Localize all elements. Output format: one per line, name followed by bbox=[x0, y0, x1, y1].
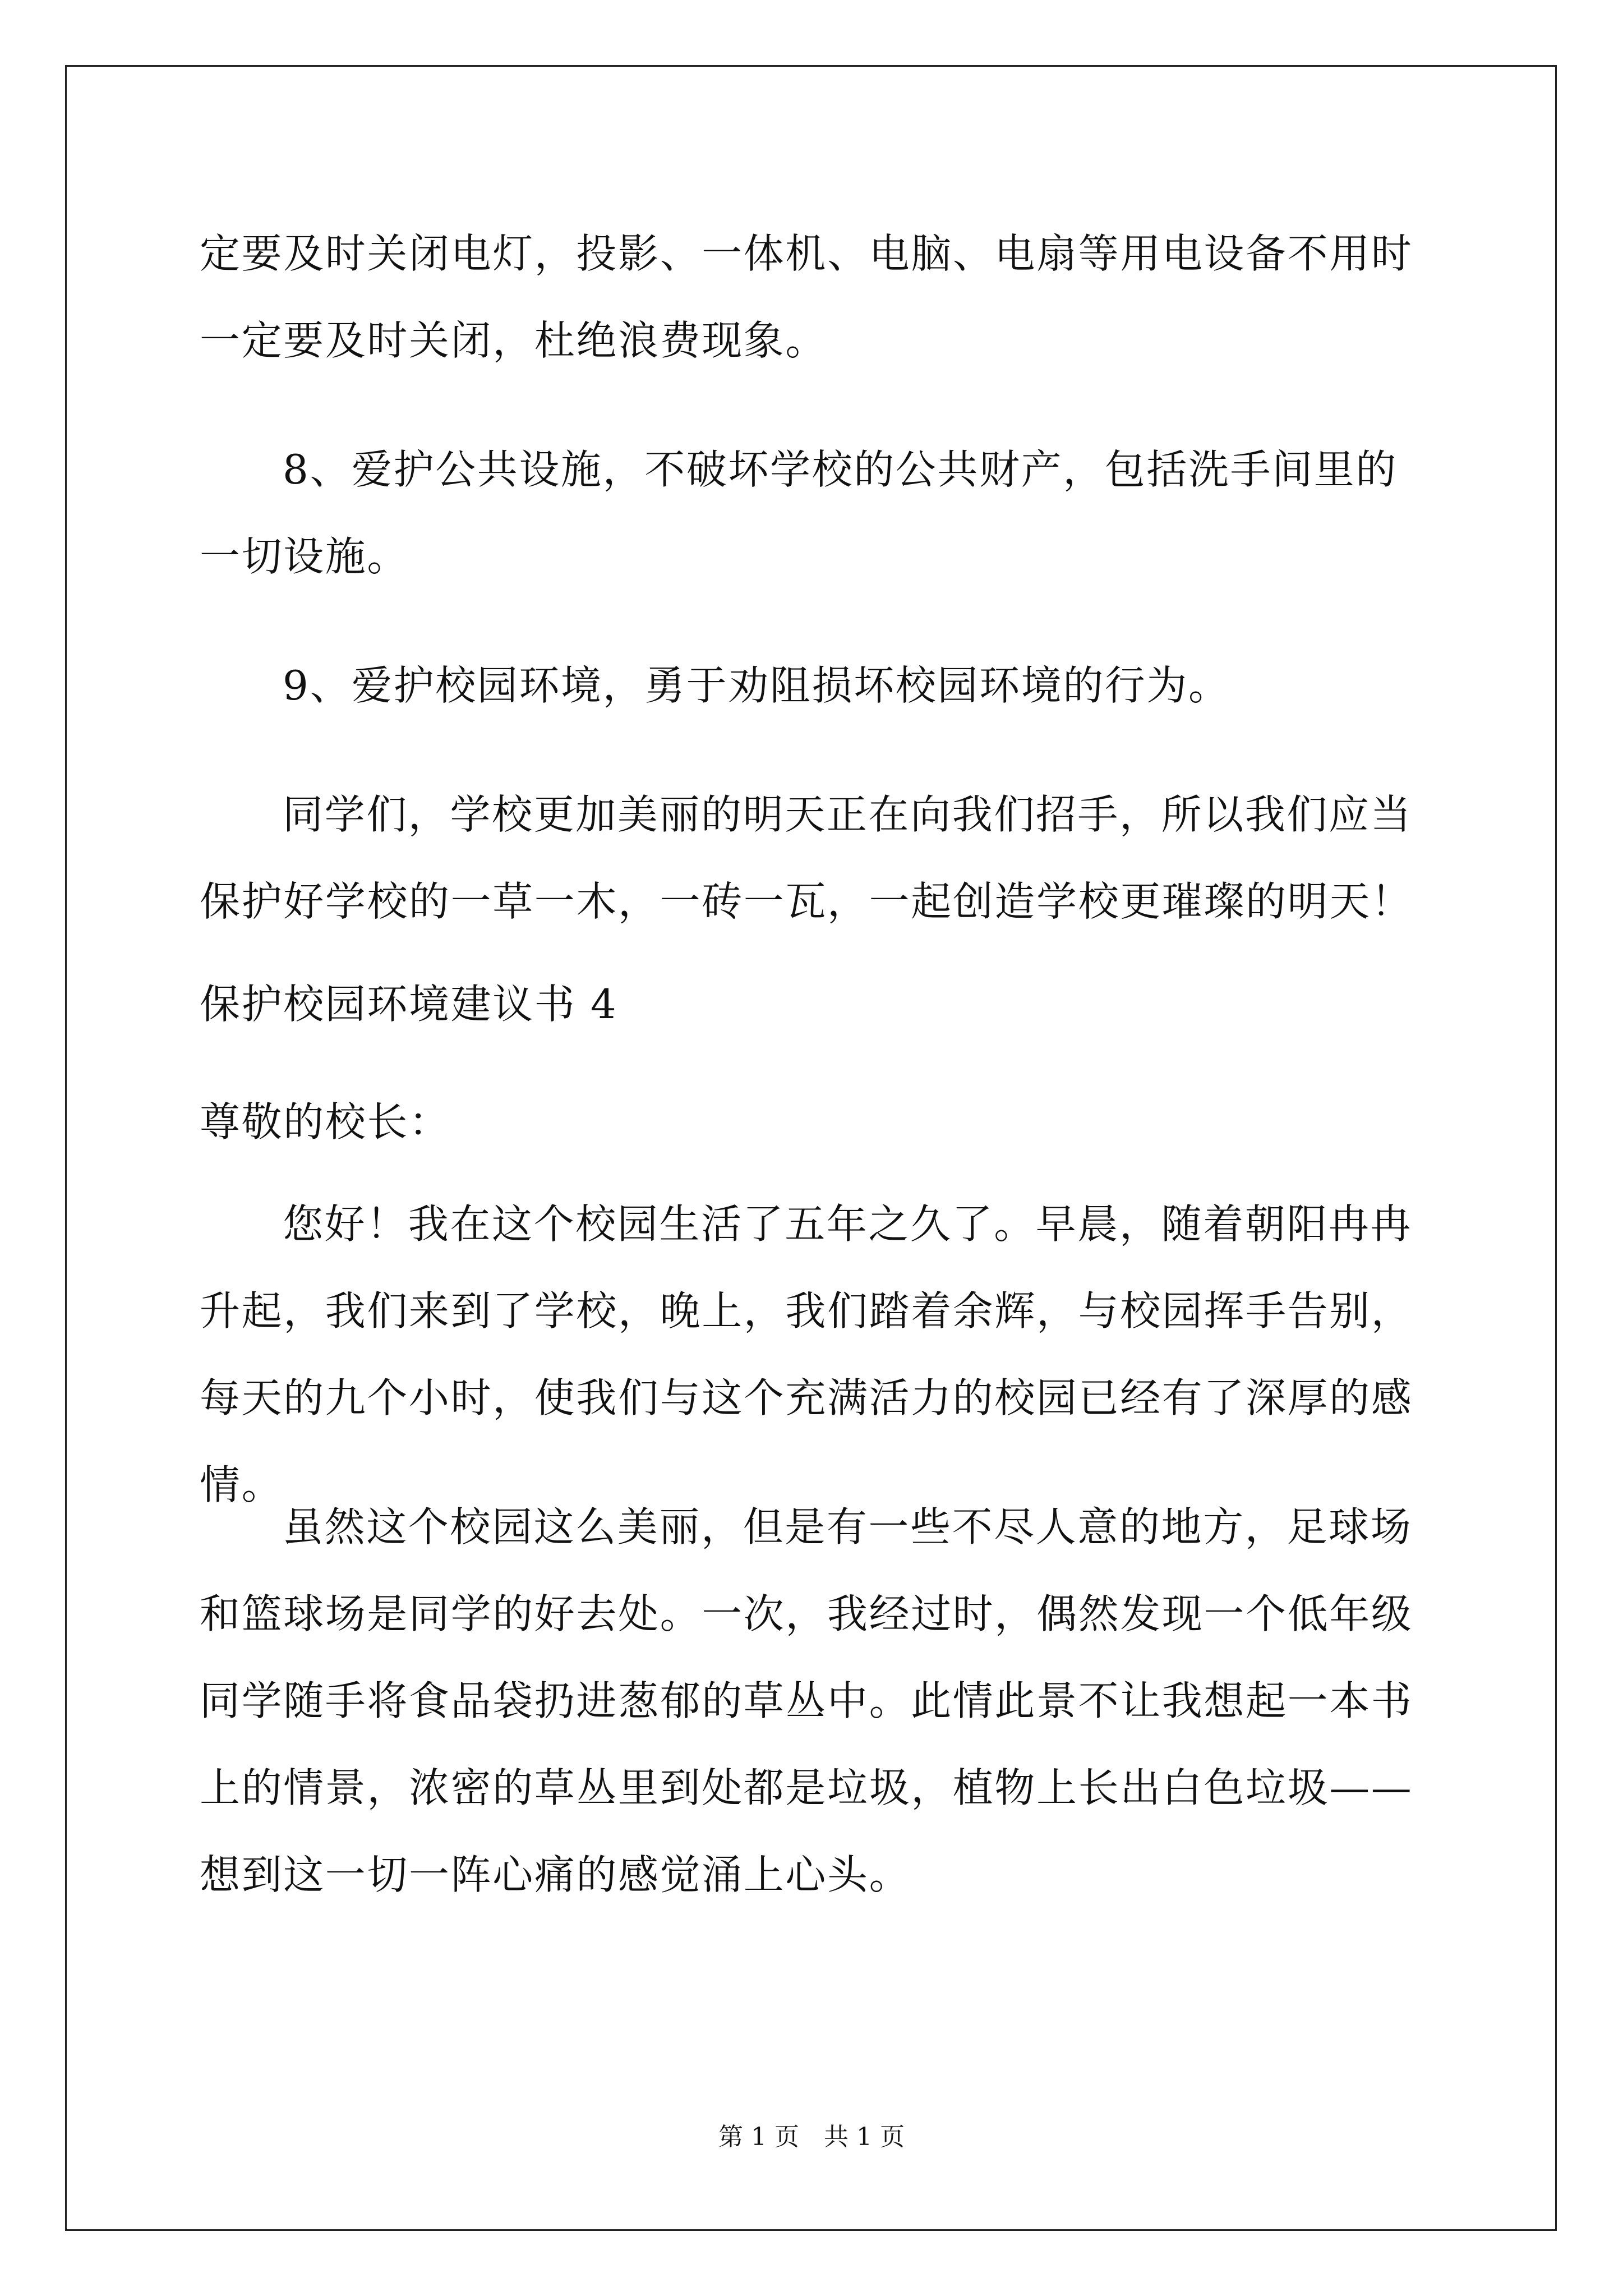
paragraph-observation: 虽然这个校园这么美丽，但是有一些不尽人意的地方，足球场和篮球场是同学的好去处。一次，我经过时，偶然发现一个低年级同学随手将食品袋扔进葱郁的草丛中。此情此景不让我想起一本书上的情景，浓密的草丛里到处都是垃圾，植物上长出白色垃圾——想到这一切一阵心痛的感觉涌上心头。 bbox=[200, 1503, 1413, 1898]
paragraph-closing: 同学们，学校更加美丽的明天正在向我们招手，所以我们应当保护好学校的一草一木，一砖一瓦，一起创造学校更璀璨的明天！ bbox=[200, 791, 1413, 925]
page-footer: 第 1 页 共 1 页 bbox=[718, 2123, 905, 2151]
paragraph-greeting: 您好！我在这个校园生活了五年之久了。早晨，随着朝阳冉冉升起，我们来到了学校，晚上，我们踏着余辉，与校园挥手告别，每天的九个小时，使我们与这个充满活力的校园已经有了深厚的感情。 bbox=[200, 1200, 1413, 1508]
section-heading: 保护校园环境建议书 4 bbox=[200, 981, 618, 1028]
salutation: 尊敬的校长： bbox=[200, 1098, 451, 1145]
paragraph-item-8: 8、爱护公共设施，不破坏学校的公共财产，包括洗手间里的一切设施。 bbox=[200, 446, 1398, 580]
paragraph-item-9: 9、爱护校园环境，勇于劝阻损坏校园环境的行为。 bbox=[283, 662, 1230, 709]
paragraph-energy-saving: 定要及时关闭电灯，投影、一体机、电脑、电扇等用电设备不用时一定要及时关闭，杜绝浪费现象。 bbox=[200, 230, 1413, 364]
